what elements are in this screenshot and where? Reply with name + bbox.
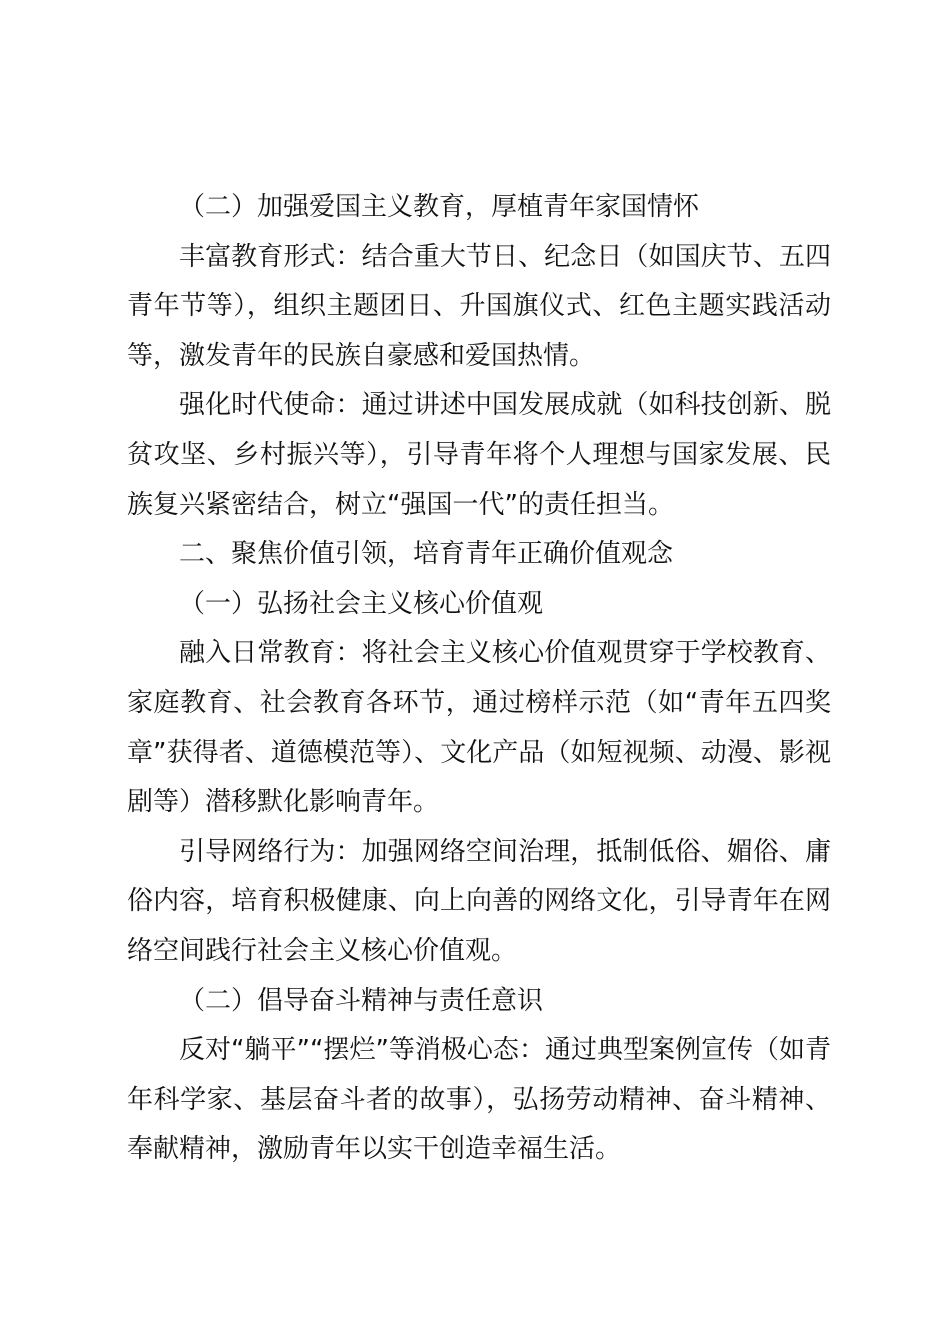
subsection-heading-core-values: （一）弘扬社会主义核心价值观: [179, 588, 544, 619]
paragraph-online-behavior: 引导网络行为：加强网络空间治理，抵制低俗、媚俗、庸俗内容，培育积极健康、向上向善的网络文化，引导青年在网络空间践行社会主义核心价值观。: [127, 836, 831, 966]
paragraph-era-mission: 强化时代使命：通过讲述中国发展成就（如科技创新、脱贫攻坚、乡村振兴等），引导青年将个人理想与国家发展、民族复兴紧密结合，树立“强国一代”的责任担当。: [127, 390, 831, 520]
document-body: [127, 183, 831, 1175]
paragraph-oppose-lying-flat: 反对“躺平”“摆烂”等消极心态：通过典型案例宣传（如青年科学家、基层奋斗者的故事），弘扬劳动精神、奋斗精神、奉献精神，激励青年以实干创造幸福生活。: [127, 1035, 831, 1165]
paragraph-education-forms: 丰富教育形式：结合重大节日、纪念日（如国庆节、五四青年节等），组织主题团日、升国旗仪式、红色主题实践活动等，激发青年的民族自豪感和爱国热情。: [127, 241, 831, 371]
subsection-heading-patriotism: （二）加强爱国主义教育，厚植青年家国情怀: [179, 192, 700, 222]
paragraph-daily-education: 融入日常教育：将社会主义核心价值观贯穿于学校教育、家庭教育、社会教育各环节，通过榜样示范（如“青年五四奖章”获得者、道德模范等）、文化产品（如短视频、动漫、影视剧等）潜移默化影响青年。: [127, 638, 831, 818]
subsection-heading-striving-spirit: （二）倡导奋斗精神与责任意识: [179, 985, 544, 1016]
section-heading-value-guidance: 二、聚焦价值引领，培育青年正确价值观念: [179, 539, 674, 570]
